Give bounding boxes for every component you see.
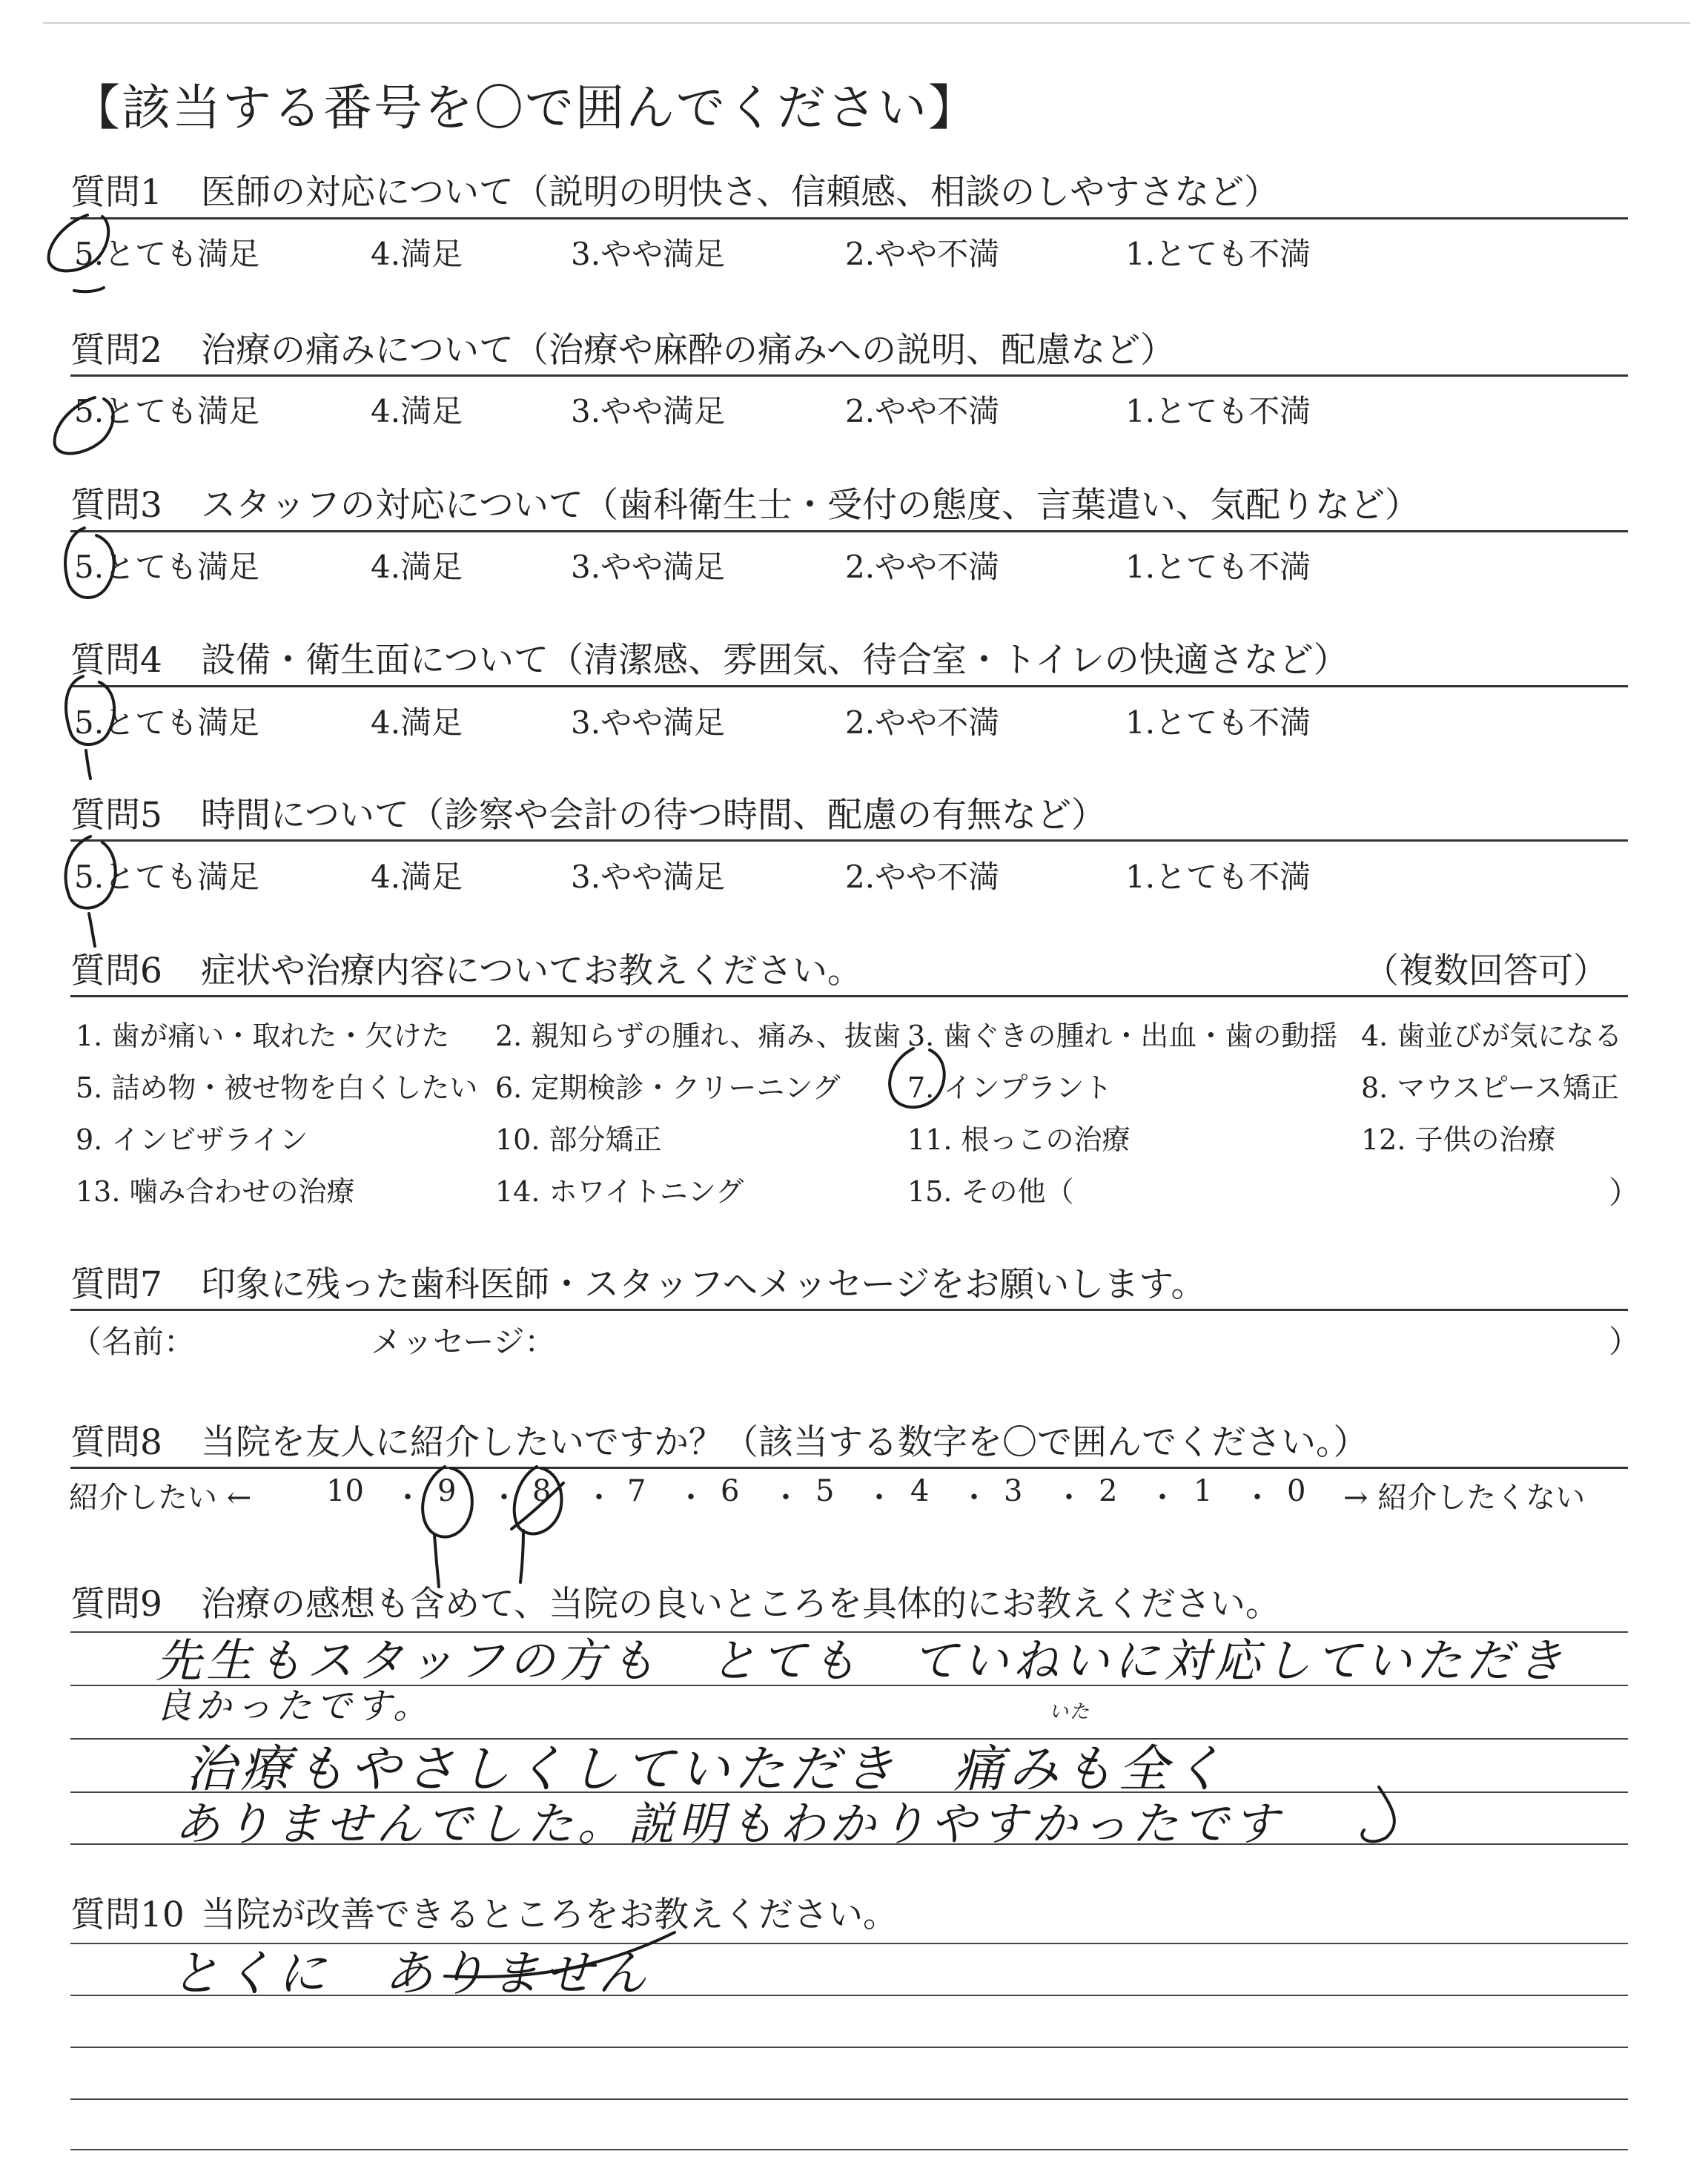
q6-option[interactable]: 11. 根っこの治療 <box>907 1123 1131 1156</box>
scale-4[interactable]: 4 <box>910 1474 930 1508</box>
q6-option[interactable]: 12. 子供の治療 <box>1361 1123 1556 1156</box>
question-text: 当院が改善できるところをお教えください。 <box>201 1895 898 1935</box>
question-number: 質問3 <box>70 485 162 526</box>
q6-option[interactable]: 5. 詰め物・被せ物を白くしたい <box>76 1071 478 1104</box>
option-5[interactable]: 5.とても満足 <box>74 393 260 429</box>
handwritten-answer-line: ありませんでした。説明もわかりやすかったです <box>174 1797 1284 1851</box>
scale-10[interactable]: 10 <box>326 1474 364 1508</box>
scale-6[interactable]: 6 <box>721 1474 740 1508</box>
q6-option[interactable]: 1. 歯が痛い・取れた・欠けた <box>76 1020 450 1052</box>
q6-option[interactable]: 8. マウスピース矯正 <box>1361 1071 1619 1104</box>
answer-line <box>70 2098 1628 2100</box>
question-rule <box>70 685 1628 687</box>
q6-option[interactable]: 4. 歯並びが気になる <box>1361 1020 1623 1052</box>
q6-option[interactable]: 7. インプラント <box>907 1071 1113 1104</box>
scale-9[interactable]: 9 <box>437 1474 457 1508</box>
question-5 <box>70 787 1106 837</box>
other-close-paren: ） <box>1609 1175 1641 1211</box>
question-text: 印象に残った歯科医師・スタッフへメッセージをお願いします。 <box>201 1264 1206 1305</box>
handwritten-answer-line: とくに ありません <box>171 1945 651 2002</box>
message-label: メッセージ： <box>371 1324 556 1360</box>
name-label: （名前： <box>70 1324 196 1360</box>
question-rule <box>70 530 1628 532</box>
question-text: 治療の感想も含めて、当院の良いところを具体的にお教えください。 <box>201 1584 1281 1625</box>
option-5[interactable]: 5.とても満足 <box>74 859 260 895</box>
question-number: 質問6 <box>70 951 162 991</box>
question-number: 質問8 <box>70 1422 162 1463</box>
top-border <box>43 22 1690 24</box>
q6-option[interactable]: 13. 噛み合わせの治療 <box>76 1175 355 1208</box>
option-3[interactable]: 3.やや満足 <box>571 704 726 741</box>
question-6 <box>70 943 862 993</box>
scale-dot: ・ <box>771 1481 801 1515</box>
option-2[interactable]: 2.やや不満 <box>845 859 1000 895</box>
question-10 <box>70 1887 898 1937</box>
page-heading: 【該当する番号を〇で囲んでください】 <box>71 79 979 136</box>
q6-option[interactable]: 14. ホワイトニング <box>495 1175 744 1208</box>
scale-dot: ・ <box>676 1481 706 1515</box>
answer-line <box>70 2149 1628 2150</box>
option-5[interactable]: 5.とても満足 <box>74 236 260 272</box>
question-rule <box>70 1309 1628 1311</box>
question-2 <box>70 323 1175 372</box>
question-text: スタッフの対応について（歯科衛生士・受付の態度、言葉遣い、気配りなど） <box>201 485 1420 526</box>
message-close-paren: ） <box>1609 1324 1641 1360</box>
question-text: 症状や治療内容についてお教えください。 <box>201 951 863 991</box>
scale-dot: ・ <box>393 1481 423 1515</box>
q6-option[interactable]: 15. その他（ <box>907 1175 1074 1208</box>
scale-dot: ・ <box>959 1481 989 1515</box>
option-4[interactable]: 4.満足 <box>371 704 463 741</box>
q6-option[interactable]: 9. インビザライン <box>76 1123 308 1156</box>
question-8 <box>70 1415 1368 1464</box>
scale-dot: ・ <box>1148 1481 1177 1515</box>
option-4[interactable]: 4.満足 <box>371 393 463 429</box>
option-3[interactable]: 3.やや満足 <box>571 859 726 895</box>
question-number: 質問4 <box>70 640 162 681</box>
option-5[interactable]: 5.とても満足 <box>74 704 260 741</box>
option-3[interactable]: 3.やや満足 <box>571 236 726 272</box>
question-rule <box>70 995 1628 997</box>
option-1[interactable]: 1.とても不満 <box>1125 393 1311 429</box>
question-number: 質問5 <box>70 795 162 836</box>
q6-option[interactable]: 2. 親知らずの腫れ、痛み、抜歯 <box>495 1020 901 1052</box>
option-4[interactable]: 4.満足 <box>371 859 463 895</box>
handwritten-answer-line: 先生もスタッフの方も とても ていねいに対応していただき <box>156 1634 1568 1688</box>
scale-1[interactable]: 1 <box>1194 1474 1213 1508</box>
option-1[interactable]: 1.とても不満 <box>1125 704 1311 741</box>
question-4 <box>70 633 1348 682</box>
scale-right-label: → 紹介したくない <box>1343 1481 1586 1515</box>
question-9 <box>70 1576 1280 1626</box>
option-2[interactable]: 2.やや不満 <box>845 393 1000 429</box>
question-text: 当院を友人に紹介したいですか？（該当する数字を〇で囲んでください。） <box>201 1422 1368 1463</box>
scale-dot: ・ <box>1242 1481 1272 1515</box>
question-text: 治療の痛みについて（治療や麻酔の痛みへの説明、配慮など） <box>201 330 1176 371</box>
option-5[interactable]: 5.とても満足 <box>74 549 260 585</box>
scale-dot: ・ <box>584 1481 614 1515</box>
handwritten-answer-line: 治療もやさしくしていただき 痛みも全く <box>185 1740 1228 1799</box>
question-number: 質問1 <box>70 172 162 213</box>
question-rule <box>70 217 1628 219</box>
question-rule <box>70 374 1628 377</box>
question-rule <box>70 1467 1628 1469</box>
option-4[interactable]: 4.満足 <box>371 236 463 272</box>
option-3[interactable]: 3.やや満足 <box>571 549 726 585</box>
scale-8[interactable]: 8 <box>532 1474 552 1508</box>
option-1[interactable]: 1.とても不満 <box>1125 859 1311 895</box>
question-number: 質問10 <box>70 1895 185 1935</box>
q6-option[interactable]: 3. 歯ぐきの腫れ・出血・歯の動揺 <box>907 1020 1338 1052</box>
option-3[interactable]: 3.やや満足 <box>571 393 726 429</box>
question-number: 質問2 <box>70 330 162 371</box>
question-rule <box>70 839 1628 842</box>
question-text: 時間について（診察や会計の待つ時間、配慮の有無など） <box>201 795 1107 836</box>
scale-dot: ・ <box>864 1481 894 1515</box>
scale-7[interactable]: 7 <box>627 1474 646 1508</box>
question-number: 質問7 <box>70 1264 162 1305</box>
scale-2[interactable]: 2 <box>1099 1474 1118 1508</box>
question-text: 医師の対応について（説明の明快さ、信頼感、相談のしやすさなど） <box>201 172 1280 213</box>
scale-5[interactable]: 5 <box>815 1474 835 1508</box>
scale-dot: ・ <box>489 1481 519 1515</box>
question-7 <box>70 1257 1205 1307</box>
answer-line <box>70 2047 1628 2048</box>
scale-dot: ・ <box>1054 1481 1084 1515</box>
handwritten-answer-line: 良かったです。 <box>156 1685 434 1727</box>
scale-0[interactable]: 0 <box>1287 1474 1306 1508</box>
question-1 <box>70 165 1279 214</box>
multiple-answer-note: （複数回答可） <box>1364 951 1608 991</box>
option-2[interactable]: 2.やや不満 <box>845 236 1000 272</box>
option-2[interactable]: 2.やや不満 <box>845 704 1000 741</box>
answer-loop-stroke <box>1362 1787 1394 1841</box>
q6-option[interactable]: 10. 部分矯正 <box>495 1123 662 1156</box>
option-1[interactable]: 1.とても不満 <box>1125 236 1311 272</box>
option-4[interactable]: 4.満足 <box>371 549 463 585</box>
question-text: 設備・衛生面について（清潔感、雰囲気、待合室・トイレの快適さなど） <box>201 640 1348 681</box>
q6-option[interactable]: 6. 定期検診・クリーニング <box>495 1071 841 1104</box>
question-number: 質問9 <box>70 1584 162 1625</box>
option-1[interactable]: 1.とても不満 <box>1125 549 1311 585</box>
option-2[interactable]: 2.やや不満 <box>845 549 1000 585</box>
scale-3[interactable]: 3 <box>1004 1474 1023 1508</box>
scale-left-label: 紹介したい ← <box>69 1481 252 1515</box>
question-3 <box>70 478 1420 527</box>
handwritten-insert: いた <box>1049 1701 1091 1723</box>
